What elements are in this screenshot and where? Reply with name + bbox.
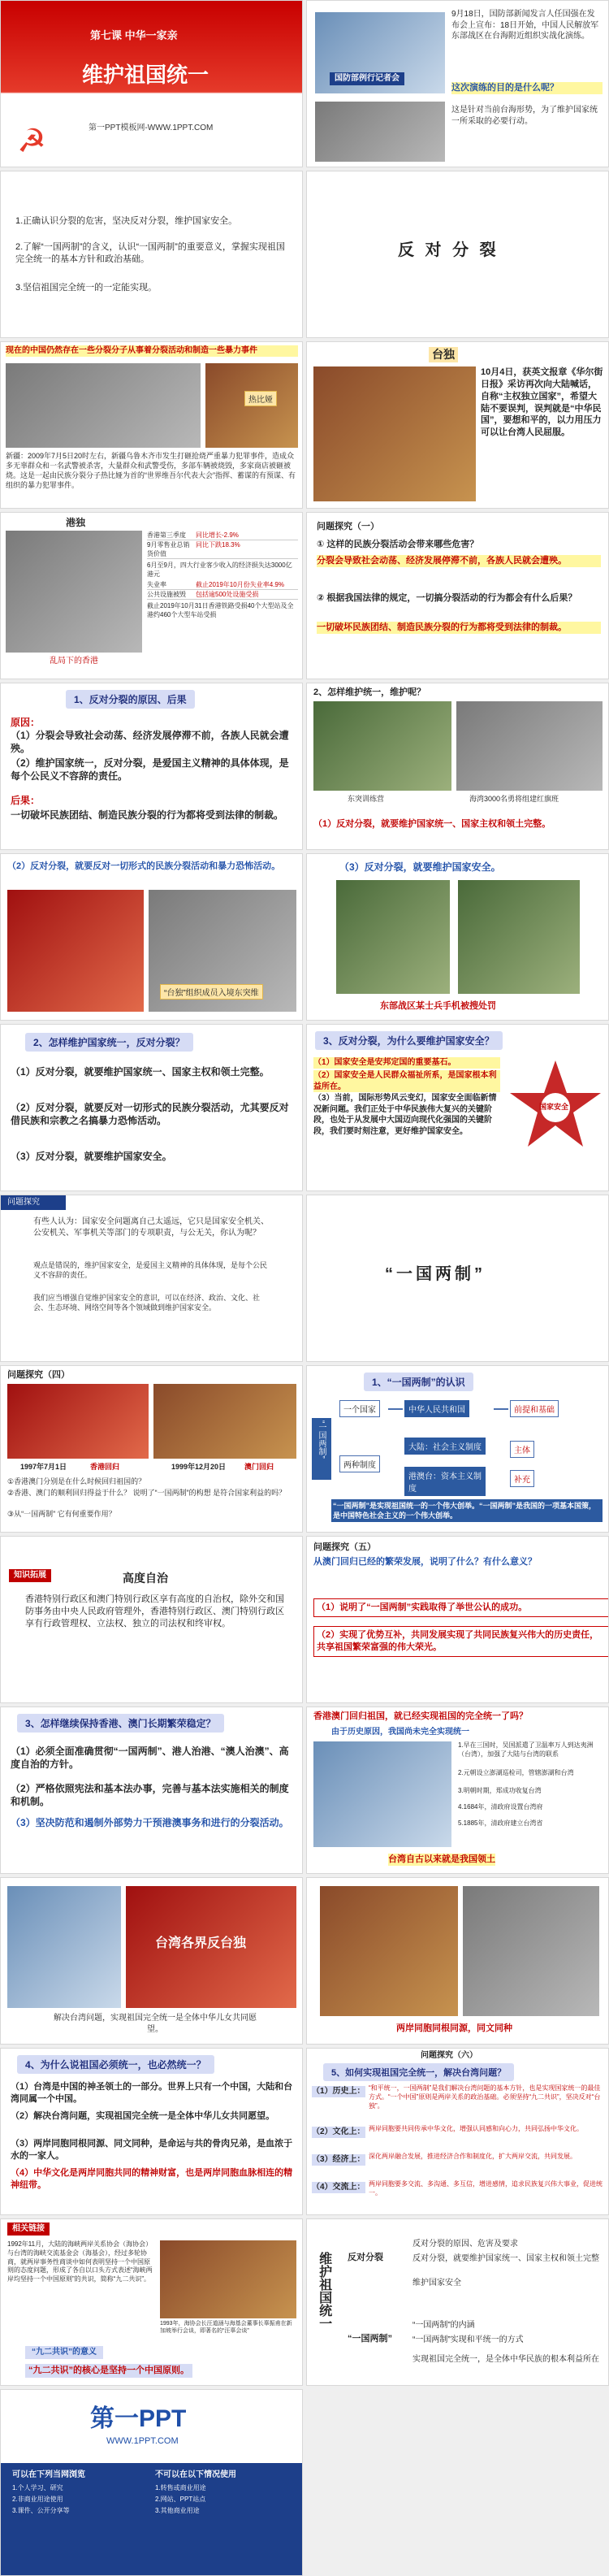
result-label: 后果： [11, 795, 41, 806]
slide-11-oppose [0, 853, 303, 1021]
stat-note: 截止2019年10月31日香港铁路受损40个大型站及全港约460个大型车站受损 [147, 602, 294, 618]
map-photo [313, 1741, 451, 1847]
node-two-systems: 两种制度 [339, 1455, 380, 1472]
node-mainland: 大陆：社会主义制度 [404, 1438, 486, 1455]
macau-place: 澳门回归 [244, 1463, 274, 1471]
slide-7-title: 港独 [66, 517, 86, 528]
slide-27-label: 相关链接 [7, 2223, 50, 2236]
slide-27-body: 1992年11月，大陆的海峡两岸关系协会（海协会）与台湾的海峡交流基金会（海基会），经过多轮协商，就两岸事务性商谈中如何表明坚持一个中国原则的态度问题，形成了各自以口头方式表述“海峡两岸均坚持一个中国原则”的共识，简称“九二共识”。 [7, 2240, 153, 2283]
history-fact: 3.明朝时期，郑成功收复台湾 [458, 1787, 542, 1794]
how-point-2: （2）反对分裂，就要反对一切形式的民族分裂活动，尤其要反对借民族和宗教之名搞暴力恐怖活动。 [11, 1102, 289, 1127]
unify-aspect-label: （1）历史上： [312, 2087, 365, 2096]
result-text: 一切破坏民族团结、制造民族分裂的行为都将受到法律的制裁。 [11, 809, 284, 821]
slide-13-title: 2、怎样维护国家统一，反对分裂？ [25, 1033, 193, 1052]
return-q3: ③从“一国两制” 它有何重要作用？ [7, 1510, 116, 1518]
slide-25-title: 4、为什么说祖国必须统一，也必然统一？ [17, 2055, 214, 2074]
slide-28-summary [306, 2218, 609, 2386]
credits-col1-title: 可以在下列当网浏览 [12, 2470, 85, 2479]
street-photo [6, 531, 142, 653]
concept-center: “一国两制” [312, 1418, 331, 1480]
goal-3: 3.坚信祖国完全统一的一定能实现。 [15, 283, 158, 293]
slide-7-caption: 乱局下的香港 [50, 657, 98, 666]
branch-one-country: “一国两制” [348, 2334, 392, 2344]
credits-col2-title: 不可以在以下情况使用 [155, 2470, 236, 2479]
slide-15-text: 有些人认为：国家安全问题离自己太遥远，它只是国家安全机关、公安机关、军事机关等部门的专项职责，与公无关，你认为呢？ [33, 1217, 269, 1238]
arrow-connector [494, 1408, 508, 1410]
slide-3-goals [0, 171, 303, 338]
autonomy-title: 高度自治 [123, 1572, 168, 1585]
stat-label: 公共设施被毁 [147, 591, 186, 598]
lesson-label: 第七课 中华一家亲 [90, 29, 178, 41]
history-fact: 2.元朝设立澎湖巡检司，管辖澎湖和台湾 [458, 1769, 574, 1776]
caption-camp: 东突训练营 [348, 795, 385, 803]
slide-11-title: （2）反对分裂，就要反对一切形式的民族分裂活动和暴力恐怖活动。 [7, 861, 281, 871]
slide-17-label: 问题探究（四） [7, 1370, 70, 1380]
street-sign-photo [463, 1886, 599, 2016]
inquiry-q2: ② 根据我国法律的规定，一切搞分裂活动的行为都会有什么后果？ [317, 593, 577, 603]
section-title: 反 对 分 裂 [398, 241, 499, 259]
slide-26-label: 问题探究（六） [421, 2051, 477, 2060]
credits-link[interactable]: 3.其他商业用途 [155, 2507, 200, 2514]
reason-2: （2）维护国家统一，反对分裂，是爱国主义精神的具体体现，是每个公民义不容辞的责任。 [11, 757, 289, 783]
leaf-5: “一国两制”实现和平统一的方式 [412, 2335, 524, 2344]
autonomy-body: 香港特别行政区和澳门特别行政区享有高度的自治权，除外交和国防事务由中央人民政府管理外，香港特别行政区、澳门特别行政区享有行政管理权、立法权、独立的司法权和终审权。 [25, 1594, 284, 1628]
inquiry-a2: 一切破坏民族团结、制造民族分裂的行为都将受到法律的制裁。 [317, 622, 601, 634]
slide-21-stability [0, 1706, 303, 1874]
cover-title: 维护祖国统一 [82, 63, 209, 87]
slide-8-inquiry [306, 512, 609, 679]
slide-18-concept [306, 1365, 609, 1533]
hk-date: 1997年7月1日 [20, 1463, 67, 1471]
stability-2: （2）严格依照宪法和基本法办事，完善与基本法实施相关的制度和机制。 [11, 1783, 289, 1808]
slide-15-answer: 观点是错误的，维护国家安全，是爱国主义精神的具体体现，是每个公民义不容辞的责任。 [33, 1261, 268, 1280]
flag-photo [7, 890, 144, 1012]
unify-point-3: （3）两岸同胞同根同源、同文同种，是命运与共的骨肉兄弟，是血浓于水的一家人。 [11, 2139, 293, 2161]
brand-text: 第一PPT模板网-WWW.1PPT.COM [89, 124, 214, 132]
leaf-1: 反对分裂的原因、危害及要求 [412, 2240, 518, 2249]
why-point-2: （2）国家安全是人民群众福祉所系，是国家根本利益所在。 [313, 1070, 500, 1092]
node-hk-macau-tw: 港澳台：资本主义制度 [404, 1467, 486, 1496]
speaker-photo [313, 366, 476, 501]
slide-5-headline: 现在的中国仍然存在一些分裂分子从事着分裂活动和制造一些暴力事件 [6, 345, 298, 357]
unify-point-2: （2）解决台湾问题，实现祖国完全统一是全体中华儿女共同愿望。 [11, 2111, 275, 2121]
slide-7-hongkong [0, 512, 303, 679]
credits-link[interactable]: 3.课件、公开分享等 [12, 2507, 70, 2514]
caption-soldiers: 海湾3000名勇将组建红旗班 [469, 795, 559, 803]
node-premise: 前提和基础 [510, 1400, 559, 1417]
slide-14-title: 3、反对分裂，为什么要维护国家安全？ [315, 1031, 503, 1050]
unify-aspect-text: 深化两岸融合发展，推进经济合作和制度化，扩大两岸交流，共同发展。 [369, 2153, 577, 2160]
slide-4-section [306, 171, 609, 338]
unify-aspect-label: （2）文化上： [312, 2127, 365, 2136]
slide-12-caption: 东部战区某士兵手机被搜处罚 [380, 1001, 496, 1011]
unify-aspect-text: 两岸同胞要多交流、多沟通、多互信，增进感情，追求民族复兴伟大事业，促进统一。 [369, 2180, 603, 2197]
slide-22-subtitle: 由于历史原因，我国尚未完全实现统一 [331, 1728, 469, 1737]
unify-aspect-text: “和平统一，一国两制”是我们解决台湾问题的基本方针，也是实现国家统一的最佳方式。“一个中国”原则是两岸关系的政治基础。必须坚持“九二共识”，坚决反对“台独”。 [369, 2084, 601, 2110]
slide-19-autonomy [0, 1536, 303, 1703]
slide-5-caption: 新疆：2009年7月5日20时左右，新疆乌鲁木齐市发生打砸抢烧严重暴力犯罪事件，造成众多无辜群众和一名武警被杀害，大量群众和武警受伤，多部车辆被烧毁，多家商店被砸被烧。这是一起由民族分裂分子热比娅为首的“世界维吾尔代表大会”指挥、蓄谋的有预谋、有组织的暴力犯罪事件。 [6, 452, 296, 490]
slide-13-how [0, 1024, 303, 1191]
unify-point-4: （4）中华文化是两岸同胞共同的精神财富，也是两岸同胞血脉相连的精神纽带。 [11, 2168, 293, 2190]
node-prc: 中华人民共和国 [404, 1400, 469, 1417]
hk-place: 香港回归 [90, 1463, 120, 1471]
stat-label: 9月零售业总销货价值 [147, 541, 190, 557]
slide-27-consensus [0, 2218, 303, 2386]
unify-aspect-label: （3）经济上： [312, 2155, 365, 2164]
photo-badge: “台独”组织成员入境东突维 [160, 984, 263, 1000]
slide-12-title: （3）反对分裂，就要维护国家安全。 [339, 861, 501, 873]
slide-6-title: 台独 [429, 347, 458, 362]
why-point-1: （1）国家安全是安邦定国的重要基石。 [313, 1057, 500, 1069]
stat-value: 截止2019年10月份失业率4.9% [196, 581, 284, 588]
slide-23-aspiration [0, 1877, 303, 2045]
unify-point-1: （1）台湾是中国的神圣领土的一部分。世界上只有一个中国，大陆和台湾同属一个中国。 [11, 2082, 293, 2104]
drill-answer: 这是针对当前台海形势，为了维护国家统一所采取的必要行动。 [451, 106, 598, 126]
rally-banner: 台湾各界反台独 [155, 1936, 247, 1950]
stat-label: 失业率 [147, 581, 166, 588]
empty-slot [306, 2389, 609, 2576]
why-point-3: （3）当前，国际形势风云变幻，国家安全面临新情况新问题。我们正处于中华民族伟大复兴的关键阶段，也处于从发展中大国迈向现代化强国的关键阶段，我们要时刻注意，更好维护国家安全。 [313, 1094, 497, 1136]
slide-29-credits [0, 2389, 303, 2576]
consensus-summary: “九二共识”的核心是坚持一个中国原则。 [25, 2364, 192, 2378]
unify-aspect-text: 两岸同胞要共同传承中华文化，增强认同感和向心力，共同弘扬中华文化。 [369, 2125, 583, 2132]
consensus-pill: “九二共识”的意义 [25, 2346, 103, 2359]
branch-oppose: 反对分裂 [348, 2253, 383, 2262]
slide-20-answer-1: （1）说明了“一国两制”实践取得了举世公认的成功。 [313, 1598, 609, 1617]
slide-10-answer: （1）反对分裂，就要维护国家统一、国家主权和领土完整。 [313, 819, 551, 829]
stability-1: （1）必须全面准确贯彻“一国两制”、港人治港、“澳人治澳”、高度自治的方针。 [11, 1746, 289, 1771]
name-tag: 热比娅 [244, 391, 277, 406]
stat-value: 同比下跌18.3% [196, 541, 240, 549]
reason-label: 原因： [11, 717, 41, 728]
camp-photo [313, 701, 451, 791]
leaf-4: “一国两制”的内涵 [412, 2321, 475, 2330]
press-banner: 国防部例行记者会 [330, 72, 404, 85]
leaf-2: 反对分裂，就要维护国家统一、国家主权和领土完整 [412, 2254, 599, 2263]
slide-15-answer-2: 我们应当增强自觉维护国家安全的意识，可以在经济、政治、文化、社会、生态环境、网络空间等各个领域做到维护国家安全。 [33, 1294, 261, 1312]
stat-value: 包括逾500处设施受损 [196, 591, 259, 598]
credits-logo: 第一PPT [90, 2405, 187, 2432]
summary-vertical-title: 维护祖国统一 [317, 2252, 331, 2330]
inquiry-label: 问题探究（一） [317, 522, 379, 531]
slide-1-cover [0, 0, 303, 167]
plaque-photo [320, 1886, 458, 2016]
return-q1: ①香港澳门分别是在什么时候回归祖国的？ [7, 1477, 146, 1485]
credits-link[interactable]: 2.非商业用途使用 [12, 2496, 63, 2503]
star-label: 国家安全 [539, 1103, 569, 1111]
slide-15-inquiry [0, 1195, 303, 1362]
slide-20-label: 问题探究（五） [313, 1542, 376, 1552]
arrow-connector [388, 1408, 403, 1410]
meeting-caption: 1993年，海协会长汪道涵与海基会董事长辜振甫在新加坡举行会谈，即著名的“汪辜会谈” [160, 2321, 292, 2335]
history-fact: 5.1885年，清政府建立台湾省 [458, 1819, 543, 1827]
jet-photo [315, 102, 445, 162]
leaf-6: 实现祖国完全统一，是全体中华民族的根本利益所在 [412, 2355, 599, 2364]
slide-17-return [0, 1365, 303, 1533]
slide-9-title: 1、反对分裂的原因、后果 [66, 690, 195, 709]
slide-26-how-unify [306, 2048, 609, 2215]
goal-2: 2.了解“一国两制”的含义，认识“一国两制”的重要意义，掌握实现祖国完全统一的基本方针和政治基础。 [15, 242, 285, 264]
soldier-right-photo [458, 880, 580, 994]
stats-table [147, 531, 298, 621]
slide-2-drill [306, 0, 609, 167]
history-fact: 4.1684年，清政府设置台湾府 [458, 1803, 543, 1811]
history-fact: 1.早在三国时，吴国派遣了卫温率万人到达夷洲（台湾），加强了大陆与台湾的联系 [458, 1741, 594, 1758]
slide-24-roots [306, 1877, 609, 2045]
slide-20-answer-2: （2）实现了优势互补，共同发展实现了共同民族复兴伟大的历史责任，共享祖国繁荣富强的伟大荣光。 [313, 1626, 609, 1657]
slide-22-taiwan-history [306, 1706, 609, 1874]
riot-photo [6, 363, 201, 448]
credits-link[interactable]: 2.网站、PPT站点 [155, 2496, 206, 2503]
slide-26-title: 5、如何实现祖国完全统一，解决台湾问题？ [323, 2063, 514, 2081]
slide-22-caption: 台湾自古以来就是我国领土 [388, 1854, 495, 1864]
slide-22-title: 香港澳门回归祖国，就已经实现祖国的完全统一了吗？ [313, 1711, 528, 1721]
slide-6-text: 10月4日，获英文报章《华尔街日报》采访再次向大陆喊话，自称“主权独立国家”，希望大陆不要误判，误判就是“中华民国”，要想和平的，以力用压力可以让台湾人民屈服。 [481, 367, 603, 438]
slide-9-reasons [0, 683, 303, 850]
slide-5-xinjiang [0, 341, 303, 509]
stability-3: （3）坚决防范和遏制外部势力干预港澳事务和进行的分裂活动。 [11, 1817, 289, 1828]
slide-21-title: 3、怎样继续保持香港、澳门长期繁荣稳定？ [17, 1714, 224, 1733]
node-supplement: 补充 [510, 1470, 534, 1487]
return-q2: ②香港、澳门的顺利回归得益于什么？ 说明了“一国两制”的构想 是符合国家利益的吗？ [7, 1489, 287, 1497]
slide-15-label: 问题探究 [1, 1195, 66, 1210]
star-icon: ☭ [17, 124, 46, 159]
drill-text: 9月18日，国防部新闻发言人任国强在发布会上宣布：18日开始，中国人民解放军东部战区在台海附近组织实战化演练。 [451, 10, 599, 41]
concept-summary: “一国两制”是实现祖国统一的一个伟大创举。“一国两制”是我国的一项基本国策，是中国特色社会主义的一个伟大创举。 [331, 1499, 603, 1522]
inquiry-q1: ① 这样的民族分裂活动会带来哪些危害？ [317, 540, 479, 549]
slide-10-maintain [306, 683, 609, 850]
star-diagram [508, 1057, 603, 1151]
node-main-body: 主体 [510, 1441, 534, 1458]
stat-note: 6月至9月，四大行业客少收入的经济损失达3000亿港元 [147, 562, 292, 578]
slide-23-caption: 解决台湾问题，实现祖国完全统一是全体中华儿女共同愿望。 [54, 2014, 257, 2034]
slide-24-caption: 两岸同胞同根同源，同文同种 [396, 2023, 512, 2033]
taiwan-map-photo [7, 1886, 121, 2008]
how-point-1: （1）反对分裂，就要维护国家统一、国家主权和领土完整。 [11, 1066, 270, 1078]
slide-14-why-security [306, 1024, 609, 1191]
drill-question: 这次演练的目的是什么呢？ [451, 82, 603, 94]
macau-date: 1999年12月20日 [171, 1463, 227, 1471]
credits-link[interactable]: 1.个人学习、研究 [12, 2484, 63, 2491]
slide-12-security [306, 853, 609, 1021]
leaf-3: 维护国家安全 [412, 2279, 461, 2288]
stat-value: 同比增长-2.9% [196, 531, 239, 539]
meeting-photo [160, 2240, 296, 2318]
autonomy-label: 知识拓展 [9, 1569, 51, 1582]
slide-16-section [306, 1195, 609, 1362]
how-point-3: （3）反对分裂，就要维护国家安全。 [11, 1151, 172, 1162]
section-title-2: “一国两制” [385, 1265, 486, 1283]
stat-label: 香港第三季度 [147, 531, 186, 539]
reason-1: （1）分裂会导致社会动荡、经济发展停滞不前，各族人民就会遭殃。 [11, 730, 289, 755]
unify-aspect-label: （4）交流上： [312, 2183, 365, 2192]
slide-6-taiwan [306, 341, 609, 509]
hk-photo [7, 1384, 149, 1459]
slide-25-why-unify [0, 2048, 303, 2215]
soldiers-photo [456, 701, 603, 791]
soldier-left-photo [336, 880, 450, 994]
credits-link[interactable]: 1.转售或商业用途 [155, 2484, 206, 2491]
slide-20-question: 从澳门回归已经的繁荣发展，说明了什么？有什么意义？ [313, 1557, 537, 1567]
goal-1: 1.正确认识分裂的危害，坚决反对分裂，维护国家安全。 [15, 216, 238, 226]
credits-url: WWW.1PPT.COM [106, 2436, 179, 2446]
node-one-country: 一个国家 [339, 1400, 380, 1417]
slide-18-title: 1、“一国两制”的认识 [364, 1373, 473, 1391]
slide-20-inquiry [306, 1536, 609, 1703]
slide-10-title: 2、怎样维护统一，维护呢？ [313, 687, 426, 697]
inquiry-a1: 分裂会导致社会动荡、经济发展停滞不前，各族人民就会遭殃。 [317, 555, 601, 567]
macau-photo [153, 1384, 296, 1459]
